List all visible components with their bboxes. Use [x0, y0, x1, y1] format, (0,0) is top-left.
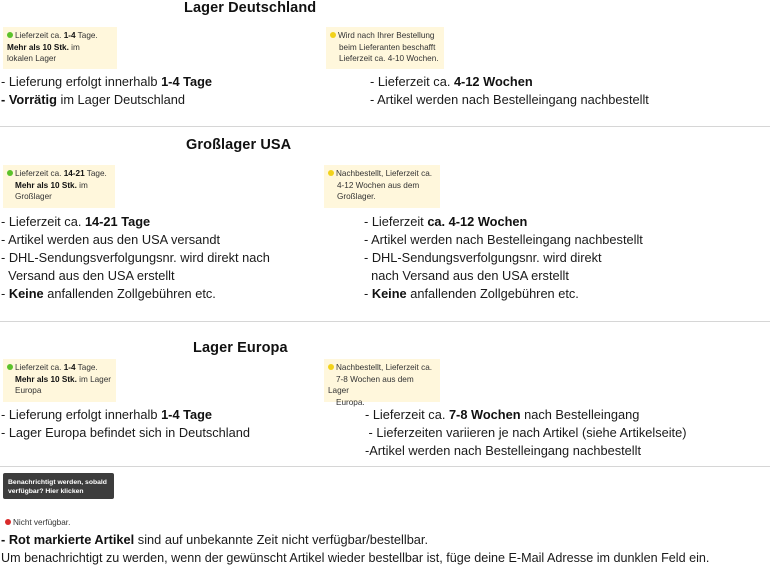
stock-badge-yellow: Nachbestellt, Lieferzeit ca. 7-8 Wochen aus dem Lager Europa.	[324, 359, 440, 402]
section-title-lager-europa: Lager Europa	[193, 340, 288, 356]
red-items-note: - Rot markierte Artikel sind auf unbekannte Zeit nicht verfügbar/bestellbar.	[1, 532, 429, 547]
s2-right-line-5: - Keine anfallenden Zollgebühren etc.	[364, 286, 579, 301]
notify-button[interactable]: Benachrichtigt werden, sobald verfügbar? Hier klicken	[3, 473, 114, 499]
section-divider	[0, 321, 770, 322]
s1-left-line-2: - Vorrätig im Lager Deutschland	[1, 92, 185, 107]
s2-left-line-1: - Lieferzeit ca. 14-21 Tage	[1, 214, 151, 229]
s3-left-line-1: - Lieferung erfolgt innerhalb 1-4 Tage	[1, 407, 213, 422]
section-divider	[0, 126, 770, 127]
green-status-dot-icon	[7, 364, 13, 370]
s2-left-line-3: - DHL-Sendungsverfolgungsnr. wird direkt nach	[1, 250, 270, 265]
section-divider	[0, 466, 770, 467]
s1-left-line-1: - Lieferung erfolgt innerhalb 1-4 Tage	[1, 74, 213, 89]
stock-badge-yellow: Nachbestellt, Lieferzeit ca. 4-12 Wochen aus dem Großlager.	[324, 165, 440, 208]
s2-right-line-2: - Artikel werden nach Bestelleingang nachbestellt	[364, 232, 643, 247]
yellow-status-dot-icon	[328, 170, 334, 176]
notify-instructions: Um benachrichtigt zu werden, wenn der gewünscht Artikel wieder bestellbar ist, füge deine E-Mail Adresse im dunklen Feld ein.	[1, 551, 710, 565]
green-status-dot-icon	[7, 170, 13, 176]
s3-right-line-1: - Lieferzeit ca. 7-8 Wochen nach Bestelleingang	[365, 407, 640, 422]
s3-left-line-2: - Lager Europa befindet sich in Deutschland	[1, 425, 250, 440]
s2-right-line-1: - Lieferzeit ca. 4-12 Wochen	[364, 214, 528, 229]
green-status-dot-icon	[7, 32, 13, 38]
s1-right-line-1: - Lieferzeit ca. 4-12 Wochen	[370, 74, 533, 89]
yellow-status-dot-icon	[330, 32, 336, 38]
yellow-status-dot-icon	[328, 364, 334, 370]
stock-badge-yellow: Wird nach Ihrer Bestellung beim Lieferanten beschafft Lieferzeit ca. 4-10 Wochen.	[326, 27, 444, 69]
s1-right-line-2: - Artikel werden nach Bestelleingang nachbestellt	[370, 92, 649, 107]
unavailable-label: Nicht verfügbar.	[5, 518, 70, 527]
stock-badge-green: Lieferzeit ca. 1-4 Tage. Mehr als 10 Stk. im lokalen Lager	[3, 27, 117, 69]
s2-left-line-4: Versand aus den USA erstellt	[1, 268, 175, 283]
s2-left-line-5: - Keine anfallenden Zollgebühren etc.	[1, 286, 216, 301]
s3-right-line-3: -Artikel werden nach Bestelleingang nachbestellt	[365, 443, 642, 458]
section-title-lager-deutschland: Lager Deutschland	[184, 0, 317, 16]
stock-badge-green: Lieferzeit ca. 14-21 Tage. Mehr als 10 Stk. im Großlager	[3, 165, 115, 208]
s3-right-line-2: - Lieferzeiten variieren je nach Artikel (siehe Artikelseite)	[365, 425, 687, 440]
section-title-grosslager-usa: Großlager USA	[186, 137, 292, 153]
s2-left-line-2: - Artikel werden aus den USA versandt	[1, 232, 221, 247]
s2-right-line-3: - DHL-Sendungsverfolgungsnr. wird direkt	[364, 250, 602, 265]
stock-badge-green: Lieferzeit ca. 1-4 Tage. Mehr als 10 Stk. im Lager Europa	[3, 359, 116, 402]
red-status-dot-icon	[5, 519, 11, 525]
s2-right-line-4: nach Versand aus den USA erstellt	[364, 268, 569, 283]
